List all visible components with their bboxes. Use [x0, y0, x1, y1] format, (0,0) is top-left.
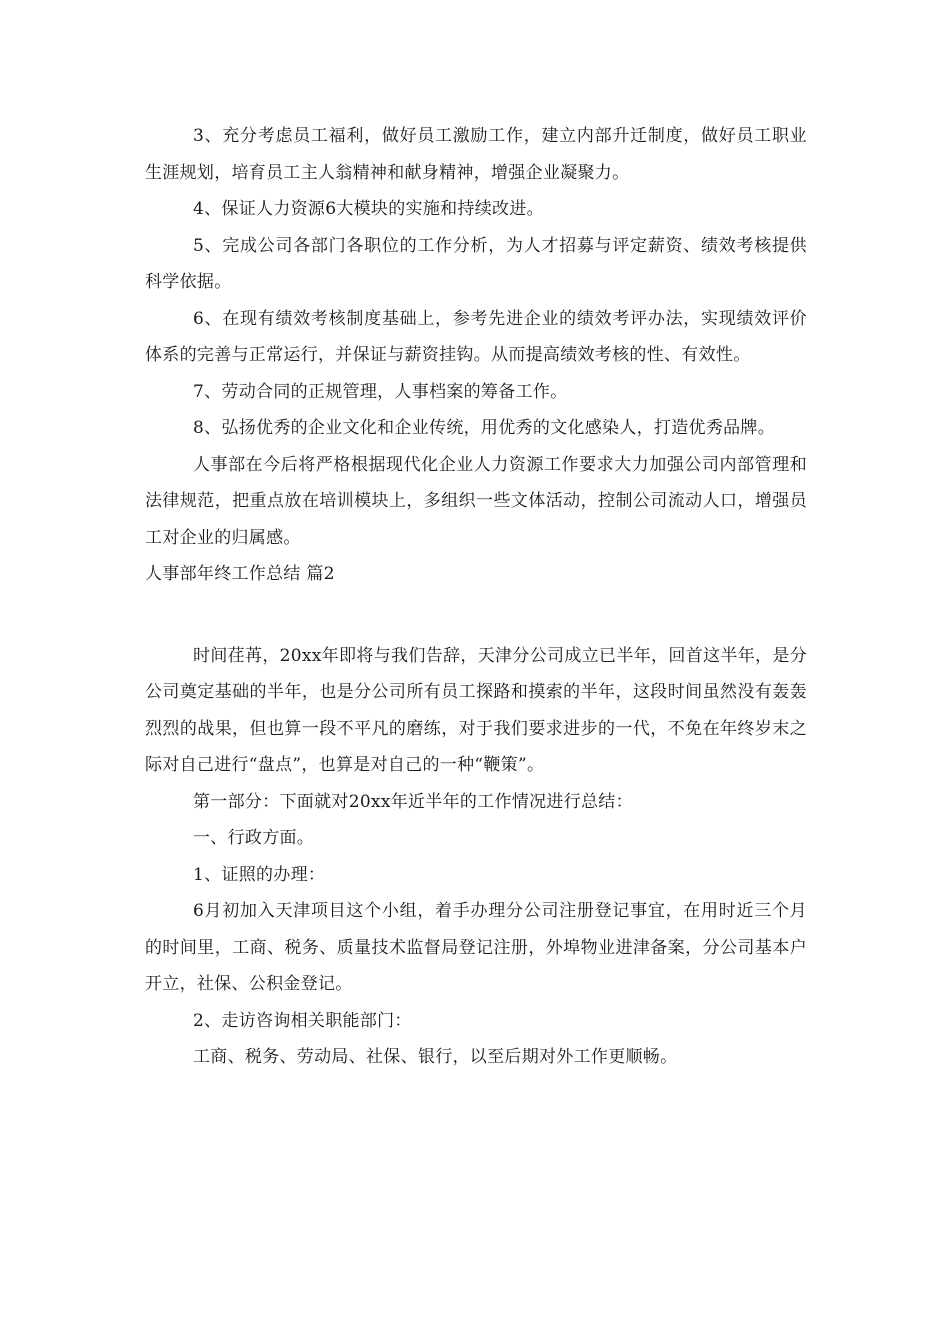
paragraph-licenses-title: 1、证照的办理：	[193, 864, 326, 885]
paragraph-hr-summary: 人事部在今后将严格根据现代化企业人力资源工作要求大力加强公司内部管理和法律规范，把重点放在培训模块上，多组织一些文体活动，控制公司流动人口，增强员工对企业的归属感。	[145, 454, 807, 548]
paragraph-intro: 时间荏苒，20xx年即将与我们告辞，天津分公司成立已半年，回首这半年，是分公司奠定基础的半年，也是分公司所有员工探路和摸索的半年，这段时间虽然没有轰轰烈烈的战果，但也算一段不平凡的磨练，对于我们要求进步的一代，不免在年终岁末之际对自己进行“盘点”，也算是对自己的一种“鞭策”。	[145, 645, 807, 775]
paragraph-item-4: 4、保证人力资源6大模块的实施和持续改进。	[193, 199, 544, 219]
paragraph-admin: 一、行政方面。	[193, 828, 315, 848]
paragraph-item-8: 8、弘扬优秀的企业文化和企业传统，用优秀的文化感染人，打造优秀品牌。	[193, 418, 776, 438]
document-page	[145, 118, 807, 1076]
section-spacer	[145, 593, 807, 638]
paragraph-visits-title: 2、走访咨询相关职能部门：	[193, 1010, 412, 1031]
paragraph-item-5: 5、完成公司各部门各职位的工作分析，为人才招募与评定薪资、绩效考核提供科学依据。	[145, 235, 807, 292]
paragraph-item-7: 7、劳动合同的正规管理，人事档案的筹备工作。	[193, 381, 568, 402]
paragraph-part-one: 第一部分：下面就对20xx年近半年的工作情况进行总结：	[193, 791, 633, 812]
paragraph-item-3: 3、充分考虑员工福利，做好员工激励工作，建立内部升迁制度，做好员工职业生涯规划，培育员工主人翁精神和献身精神，增强企业凝聚力。	[145, 126, 807, 183]
section-heading: 人事部年终工作总结 篇2	[145, 564, 335, 584]
paragraph-item-6: 6、在现有绩效考核制度基础上，参考先进企业的绩效考评办法，实现绩效评价体系的完善与正常运行，并保证与薪资挂钩。从而提高绩效考核的性、有效性。	[145, 308, 807, 365]
paragraph-visits-body: 工商、税务、劳动局、社保、银行，以至后期对外工作更顺畅。	[193, 1047, 678, 1067]
paragraph-licenses-body: 6月初加入天津项目这个小组，着手办理分公司注册登记事宜，在用时近三个月的时间里，工商、税务、质量技术监督局登记注册，外埠物业进津备案，分公司基本户开立，社保、公积金登记。	[145, 901, 807, 994]
